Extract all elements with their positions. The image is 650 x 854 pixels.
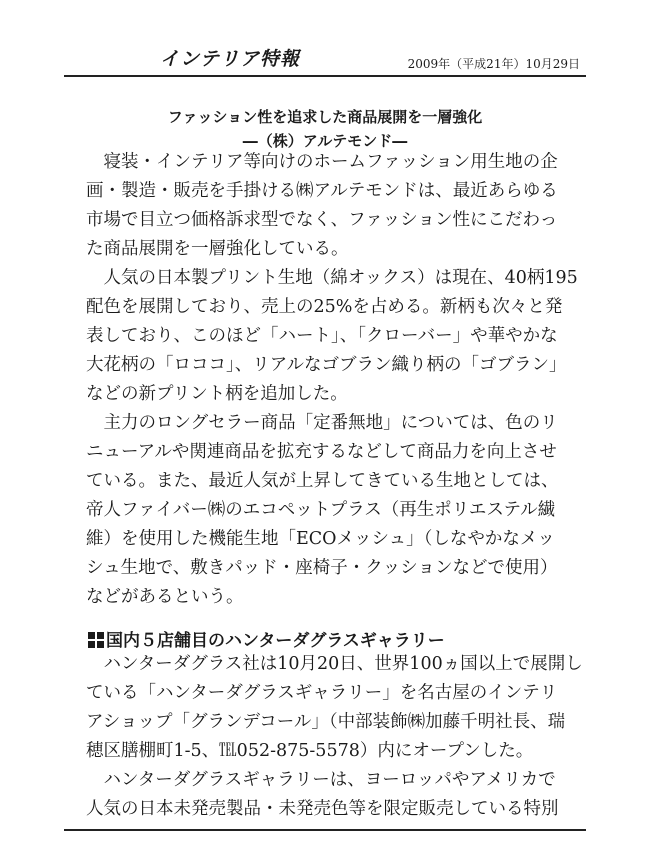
body-line: 維）を使用した機能生地「ECOメッシュ」（しなやかなメッ	[86, 529, 555, 549]
body-line: 配色を展開しており、売上の25%を占める。新柄も次々と発	[86, 297, 563, 317]
body-line: 大花柄の「ロココ」、リアルなゴブラン織り柄の「ゴブラン」	[86, 355, 567, 375]
body-line: ている「ハンターダグラスギャラリー」を名古屋のインテリ	[86, 683, 558, 703]
body-line: などの新プリント柄を追加した。	[86, 384, 348, 404]
newsletter-title: インテリア特報	[160, 48, 301, 70]
body-line: 帝人ファイバー㈱のエコペットプラス（再生ポリエステル繊	[86, 500, 556, 520]
body-line: 表しており、このほど「ハート」、「クローバー」や華やかな	[86, 326, 558, 346]
article-headline: ファッション性を追求した商品展開を一層強化	[167, 108, 483, 126]
body-line: 画・製造・販売を手掛ける㈱アルテモンドは、最近あらゆる	[86, 181, 558, 201]
body-line: ハンターダグラスギャラリーは、ヨーロッパやアメリカで	[86, 770, 556, 790]
body-line: 市場で目立つ価格訴求型でなく、ファッション性にこだわっ	[86, 210, 558, 230]
body-line: 寝装・インテリア等向けのホームファッション用生地の企	[86, 152, 558, 172]
issue-date: 2009年（平成21年）10月29日	[407, 57, 580, 71]
body-line: 人気の日本未発売製品・未発売色等を限定販売している特別	[86, 799, 559, 819]
section-heading	[88, 626, 445, 651]
body-line: 穂区膳棚町1-5、℡052-875-5578）内にオープンした。	[86, 741, 534, 761]
body-line: 主力のロングセラー商品「定番無地」については、色のリ	[86, 413, 558, 433]
body-line: アショップ「グランデコール」（中部装飾㈱加藤千明社長、瑞	[86, 712, 566, 732]
body-line: ハンターダグラス社は10月20日、世界100ヵ国以上で展開し	[86, 654, 583, 674]
body-line: た商品展開を一層強化している。	[86, 239, 349, 259]
footer-rule	[64, 829, 586, 831]
body-line: などがあるという。	[86, 587, 244, 607]
four-squares-icon	[88, 632, 104, 648]
article2-body	[86, 650, 586, 824]
body-line: ている。また、最近人気が上昇してきている生地としては、	[86, 471, 559, 491]
article-company: ―（株）アルテモンド―	[242, 132, 408, 150]
article-body	[86, 148, 586, 612]
body-line: ニューアルや関連商品を拡充するなどして商品力を向上させ	[86, 442, 557, 462]
section-heading-text: 国内５店舗目のハンターダグラスギャラリー	[106, 631, 445, 651]
body-line: シュ生地で、敷きパッド・座椅子・クッションなどで使用）	[86, 558, 558, 578]
header-rule	[64, 75, 586, 77]
body-line: 人気の日本製プリント生地（綿オックス）は現在、40柄195	[86, 268, 578, 288]
